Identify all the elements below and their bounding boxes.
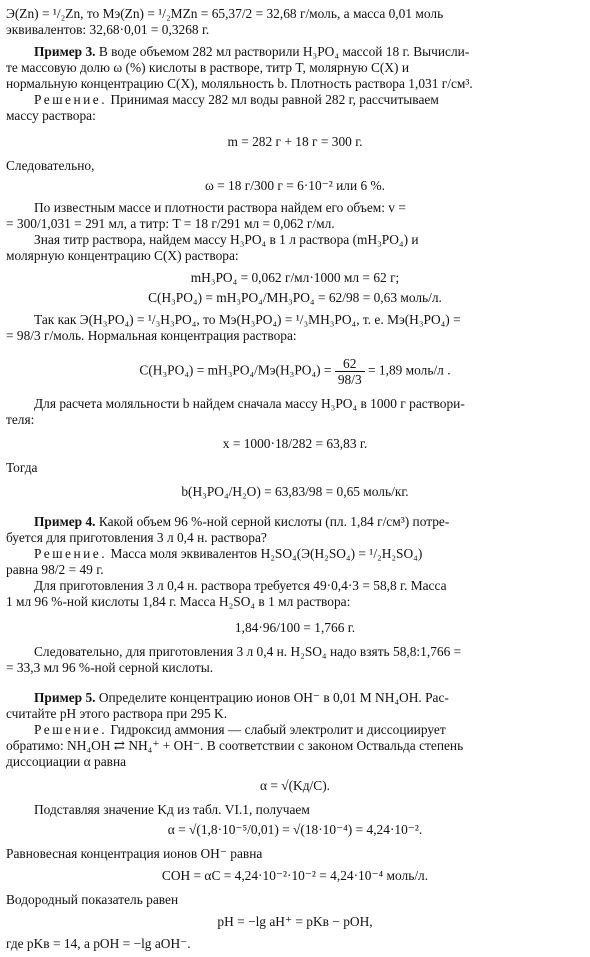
text-line [34, 232, 584, 248]
line-text: Следовательно, [6, 158, 95, 173]
line-text: Для расчета моляльности b найдем сначала массу H₃PO₄ в 1000 г раствори- [34, 396, 465, 411]
line-text: Э(Zn) = ¹/₂Zn, то Mэ(Zn) = ¹/₂MZn = 65,37/2 = 32,68 г/моль, а масса 0,01 моль [6, 6, 444, 21]
text-line [34, 396, 584, 412]
line-text: m = 282 г + 18 г = 300 г. [227, 134, 363, 149]
line-text: pH = −lg aH⁺ = pKв − pOH, [217, 914, 373, 929]
line-text: Для приготовления 3 л 0,4 н. раствора требуется 49·0,4·3 = 58,8 г. Масса [34, 578, 447, 593]
text-line [0, 290, 590, 306]
text-line [34, 578, 584, 594]
solution-heading: Решение. [34, 92, 108, 107]
line-text: mH₃PO₄ = 0,062 г/мл·1000 мл = 62 г; [190, 270, 400, 285]
fraction-denominator: 98/3 [337, 372, 362, 387]
text-line [6, 754, 584, 770]
line-text: диссоциации α равна [6, 754, 127, 769]
line-text: равна 98/2 = 49 г. [6, 562, 104, 577]
text-line [6, 22, 584, 38]
line-text: те массовую долю ω (%) кислоты в растворе, титр T, молярную C(X) и [6, 60, 410, 75]
text-line [34, 644, 584, 660]
text-line [6, 530, 584, 546]
formula-lhs: C(H₃PO₄) = mH₃PO₄/Mэ(H₃PO₄) = [139, 362, 335, 378]
text-line [6, 412, 584, 428]
text-line [6, 460, 584, 476]
text-line [6, 660, 584, 676]
line-text: обратимо: NH₄OH ⇄ NH₄⁺ + OH⁻. В соответствии с законом Оствальда степень [6, 738, 464, 753]
line-text: 1,84·96/100 = 1,766 г. [234, 620, 356, 635]
example-heading: Пример 4. [34, 514, 96, 529]
line-text: эквивалентов: 32,68·0,01 = 0,3268 г. [6, 22, 210, 37]
line-text: Следовательно, для приготовления 3 л 0,4 н. H₂SO₄ надо взять 58,8:1,766 = [34, 644, 462, 659]
text-line [0, 484, 590, 500]
text-line [6, 594, 584, 610]
text-line [6, 60, 584, 76]
line-text: Определите концентрацию ионов OH⁻ в 0,01 M NH₄OH. Рас- [95, 690, 449, 705]
line-text: считайте pH этого раствора при 295 K. [6, 706, 228, 721]
line-text: 1 мл 96 %-ной кислоты 1,84 г. Масса H₂SO₄ в 1 мл раствора: [6, 594, 351, 609]
text-line [6, 6, 584, 22]
text-line [34, 802, 584, 818]
line-text: Гидроксид аммония — слабый электролит и диссоциирует [107, 722, 446, 737]
text-line [6, 562, 584, 578]
text-line [0, 134, 590, 150]
text-line [34, 92, 584, 108]
text-line [34, 690, 584, 706]
text-line [6, 248, 584, 264]
line-text: = 98/3 г/моль. Нормальная концентрация раствора: [6, 328, 297, 343]
text-line [0, 868, 590, 884]
formula-normal-concentration [0, 356, 590, 387]
line-text: Принимая массу 282 мл воды равной 282 г, рассчитываем [107, 92, 439, 107]
line-text: буется для приготовления 3 л 0,4 н. раствора? [6, 530, 267, 545]
text-line [34, 200, 584, 216]
line-text: C(H₃PO₄) = mH₃PO₄/MH₃PO₄ = 62/98 = 0,63 моль/л. [148, 290, 442, 305]
example-heading: Пример 5. [34, 690, 96, 705]
line-text: где pKв = 14, а pOH = −lg aOH⁻. [6, 936, 191, 951]
fraction-numerator: 62 [335, 356, 365, 372]
text-line [0, 270, 590, 286]
text-line [0, 778, 590, 794]
line-text: Масса моля эквивалентов H₂SO₄(Э(H₂SO₄) = ¹/₂H₂SO₄) [107, 546, 423, 561]
text-line [34, 546, 584, 562]
line-text: молярную концентрацию C(X) раствора: [6, 248, 239, 263]
text-line [0, 620, 590, 636]
line-text: Какой объем 96 %-ной серной кислоты (пл. 1,84 г/см³) потре- [95, 514, 450, 529]
text-line [34, 514, 584, 530]
formula-rhs: = 1,89 моль/л . [364, 362, 451, 378]
line-text: теля: [6, 412, 35, 427]
text-line [6, 706, 584, 722]
text-line [0, 822, 590, 838]
text-line [6, 216, 584, 232]
text-line [6, 108, 584, 124]
line-text: x = 1000·18/282 = 63,83 г. [222, 436, 368, 451]
text-line [34, 312, 584, 328]
text-line [0, 436, 590, 452]
line-text: α = √(Kд/C). [259, 778, 330, 793]
line-text: = 33,3 мл 96 %-ной серной кислоты. [6, 660, 214, 675]
fraction [335, 356, 365, 387]
text-line [6, 892, 584, 908]
solution-heading: Решение. [34, 722, 108, 737]
text-line [0, 914, 590, 930]
text-line [6, 328, 584, 344]
line-text: массу раствора: [6, 108, 96, 123]
text-line [6, 846, 584, 862]
line-text: α = √(1,8·10⁻⁵/0,01) = √(18·10⁻⁴) = 4,24·10⁻². [167, 822, 423, 837]
text-line [0, 178, 590, 194]
text-line [6, 936, 584, 952]
text-line [34, 722, 584, 738]
line-text: Подставляя значение Kд из табл. VI.1, получаем [34, 802, 310, 817]
line-text: Водородный показатель равен [6, 892, 179, 907]
line-text: Тогда [6, 460, 38, 475]
text-line [6, 738, 584, 754]
line-text: = 300/1,031 = 291 мл, а титр: T = 18 г/291 мл = 0,062 г/мл. [6, 216, 335, 231]
line-text: Так как Э(H₃PO₄) = ¹/₃H₃PO₄, то Mэ(H₃PO₄) = ¹/₃MH₃PO₄, т. е. Mэ(H₃PO₄) = [34, 312, 461, 327]
line-text: нормальную концентрацию C(X), моляльность b. Плотность раствора 1,031 г/см³. [6, 76, 473, 91]
line-text: Равновесная концентрация ионов OH⁻ равна [6, 846, 263, 861]
text-line [6, 158, 584, 174]
line-text: ω = 18 г/300 г = 6·10⁻² или 6 %. [204, 178, 386, 193]
line-text: По известным массе и плотности раствора найдем его объем: v = [34, 200, 406, 215]
line-text: b(H₃PO₄/H₂O) = 63,83/98 = 0,65 моль/кг. [181, 484, 409, 499]
text-line [34, 44, 584, 60]
solution-heading: Решение. [34, 546, 108, 561]
text-line [6, 76, 584, 92]
example-heading: Пример 3. [34, 44, 96, 59]
line-text: Зная титр раствора, найдем массу H₃PO₄ в 1 л раствора (mH₃PO₄) и [34, 232, 419, 247]
line-text: В воде объемом 282 мл растворили H₃PO₄ массой 18 г. Вычисли- [95, 44, 470, 59]
line-text: COH = αC = 4,24·10⁻²·10⁻² = 4,24·10⁻⁴ моль/л. [161, 868, 429, 883]
